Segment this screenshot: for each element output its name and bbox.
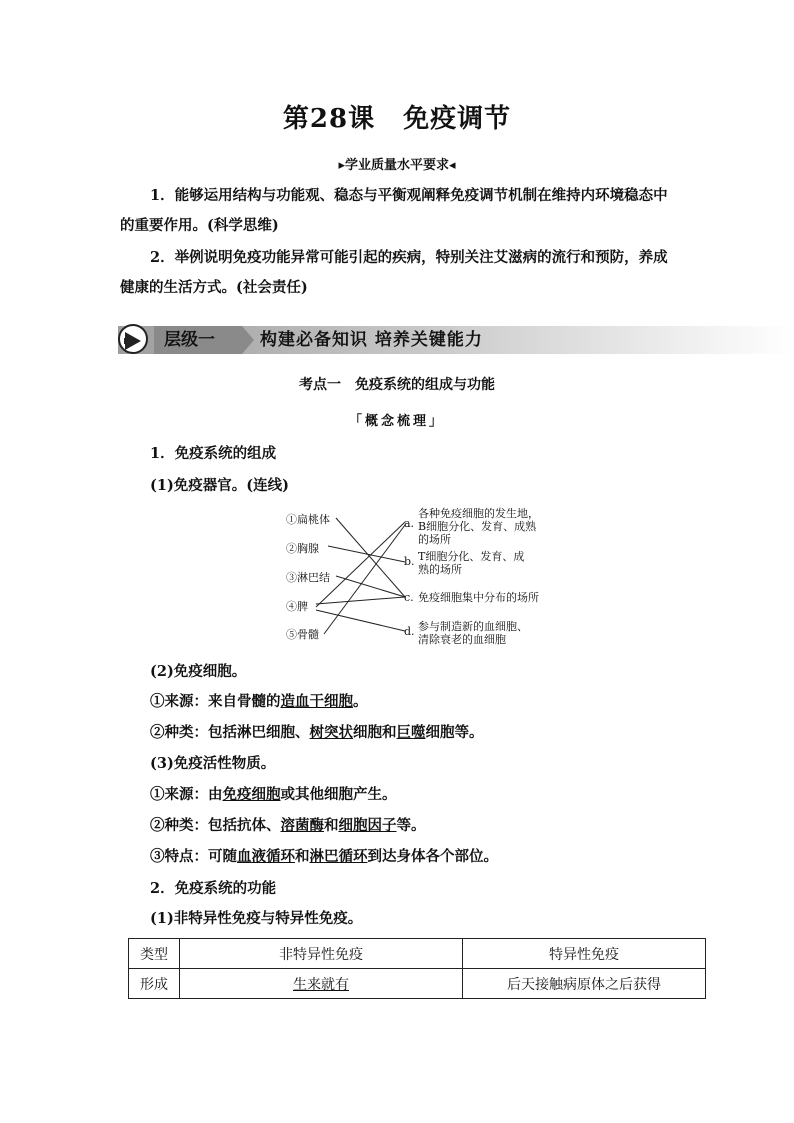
match-letter-a: a. (404, 517, 415, 530)
table-row (129, 939, 706, 969)
table-cell (180, 969, 463, 999)
arrow-circle-icon (118, 324, 148, 354)
text-span: 细胞和 (353, 724, 397, 741)
text-span: 。 (353, 693, 368, 710)
requirements-heading: ▸学业质量水平要求◂ (338, 158, 456, 173)
underlined-answer: 免疫细胞 (222, 786, 281, 803)
table-row (129, 969, 706, 999)
kaodian-label: 考点一 (299, 377, 341, 393)
organ-spleen: ④脾 (286, 600, 308, 613)
match-desc-a-line1: 各种免疫细胞的发生地， (418, 507, 539, 520)
chevron-right-icon (242, 326, 254, 354)
text-span: ②种类：包括淋巴细胞、 (150, 724, 310, 741)
table-cell: 非特异性免疫 (180, 939, 463, 969)
section-2-1-heading: (1)非特异性免疫与特异性免疫。 (150, 910, 363, 927)
text-span: 或其他细胞产生。 (280, 786, 397, 803)
kaodian-title: 免疫系统的组成与功能 (355, 377, 495, 393)
organ-lymph-node: ③淋巴结 (286, 571, 330, 584)
match-desc-a-line3: 的场所 (418, 533, 451, 546)
concept-heading: 「概念梳理」 (348, 414, 445, 429)
requirement-item-2: 2．举例说明免疫功能异常可能引起的疾病，特别关注艾滋病的流行和预防，养成健康的生活方式。(社会责任) (120, 249, 668, 296)
organ-thymus: ②胸腺 (286, 542, 319, 555)
match-desc-d-line2: 清除衰老的血细胞 (418, 633, 506, 646)
table-cell: 后天接触病原体之后获得 (463, 969, 706, 999)
underlined-answer: 溶菌酶 (280, 817, 324, 834)
cells-source (150, 690, 368, 711)
table-cell: 特异性免疫 (463, 939, 706, 969)
requirement-item-1: 1．能够运用结构与功能观、稳态与平衡观阐释免疫调节机制在维持内环境稳态中的重要作用。(科学思维) (120, 187, 668, 234)
underlined-answer: 树突状 (309, 724, 353, 741)
table-cell: 类型 (129, 939, 180, 969)
section-1-2-heading: (2)免疫细胞。 (150, 663, 247, 680)
section-banner (118, 324, 794, 356)
text-span: 和 (324, 817, 339, 834)
text-span: ③特点：可随 (150, 848, 237, 865)
table-cell: 形成 (129, 969, 180, 999)
match-letter-c: c. (404, 591, 414, 604)
underlined-answer: 淋巴循环 (309, 848, 368, 865)
text-span: ①来源：来自骨髓的 (150, 693, 281, 710)
kaodian-heading (0, 374, 794, 394)
underlined-answer: 生来就有 (293, 976, 349, 993)
underlined-answer: 血液循环 (237, 848, 295, 865)
text-span: 细胞等。 (425, 724, 484, 741)
underlined-answer: 细胞因子 (338, 817, 397, 834)
section-1-heading: 1．免疫系统的组成 (150, 445, 277, 462)
banner-subtitle: 构建必备知识 培养关键能力 (260, 330, 483, 350)
match-desc-a-line2: B细胞分化、发育、成熟 (418, 520, 537, 533)
section-1-3-heading: (3)免疫活性物质。 (150, 755, 276, 772)
subs-source (150, 783, 397, 804)
subs-kinds (150, 814, 426, 835)
subs-features (150, 845, 498, 866)
level-label: 层级一 (154, 326, 242, 354)
text-span: ②种类：包括抗体、 (150, 817, 281, 834)
section-2-heading: 2．免疫系统的功能 (150, 880, 277, 897)
underlined-answer: 造血干细胞 (280, 693, 353, 710)
underlined-answer: 巨噬 (396, 724, 426, 741)
text-span: ①来源：由 (150, 786, 223, 803)
text-span: 和 (295, 848, 310, 865)
cells-kinds (150, 721, 484, 742)
text-span: 等。 (396, 817, 426, 834)
match-desc-b-line1: T细胞分化、发育、成 (418, 550, 525, 563)
lesson-number: 第28课 (282, 104, 376, 134)
match-letter-b: b. (404, 555, 415, 568)
match-desc-b-line2: 熟的场所 (418, 563, 462, 576)
section-1-1-heading: (1)免疫器官。(连线) (150, 477, 290, 494)
text-span: 到达身体各个部位。 (367, 848, 498, 865)
organ-tonsil: ①扁桃体 (286, 513, 330, 526)
lesson-topic: 免疫调节 (403, 104, 512, 134)
immunity-table (128, 938, 706, 999)
match-letter-d: d. (404, 625, 415, 638)
match-desc-c-line1: 免疫细胞集中分布的场所 (418, 591, 539, 604)
match-desc-d-line1: 参与制造新的血细胞、 (418, 620, 528, 633)
organ-bone-marrow: ⑤骨髓 (286, 628, 319, 641)
matching-diagram (280, 500, 580, 652)
page-title (0, 98, 794, 135)
